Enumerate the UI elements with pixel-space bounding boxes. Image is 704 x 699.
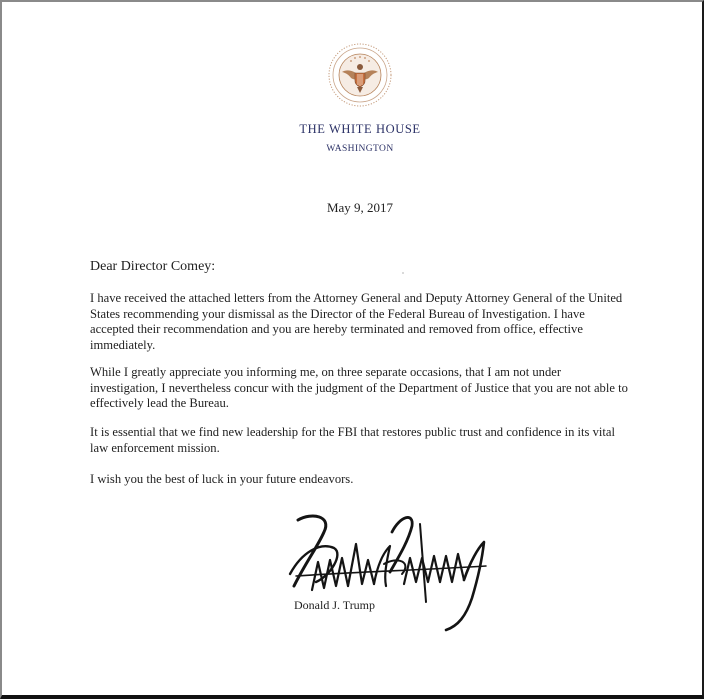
letterhead-city: WASHINGTON	[326, 144, 394, 154]
body-paragraph-3: It is essential that we find new leadership for the FBI that restores public trust and confidence in its vital law enforcement mission.	[90, 425, 615, 455]
body-paragraph-2: While I greatly appreciate you informing me, on three separate occasions, that I am not under investigation, I nevertheless concur with the judgment of the Department of Justice that you are not able to effectively lead the Bureau.	[90, 365, 628, 410]
letter-date: May 9, 2017	[326, 200, 394, 215]
paper-speck	[402, 272, 404, 274]
presidential-seal-icon	[327, 42, 393, 108]
body-paragraph-4: I wish you the best of luck in your future endeavors.	[90, 472, 354, 486]
letterhead-title: THE WHITE HOUSE	[299, 122, 421, 136]
signer-name: Donald J. Trump	[294, 598, 376, 612]
body-paragraph-1: I have received the attached letters from the Attorney General and Deputy Attorney General of the United States recommending your dismissal as the Director of the Federal Bureau of Investigation. I have accepted their recommendation and you are hereby terminated and removed from office, effective immediately.	[90, 291, 623, 352]
salutation: Dear Director Comey:	[90, 259, 216, 274]
